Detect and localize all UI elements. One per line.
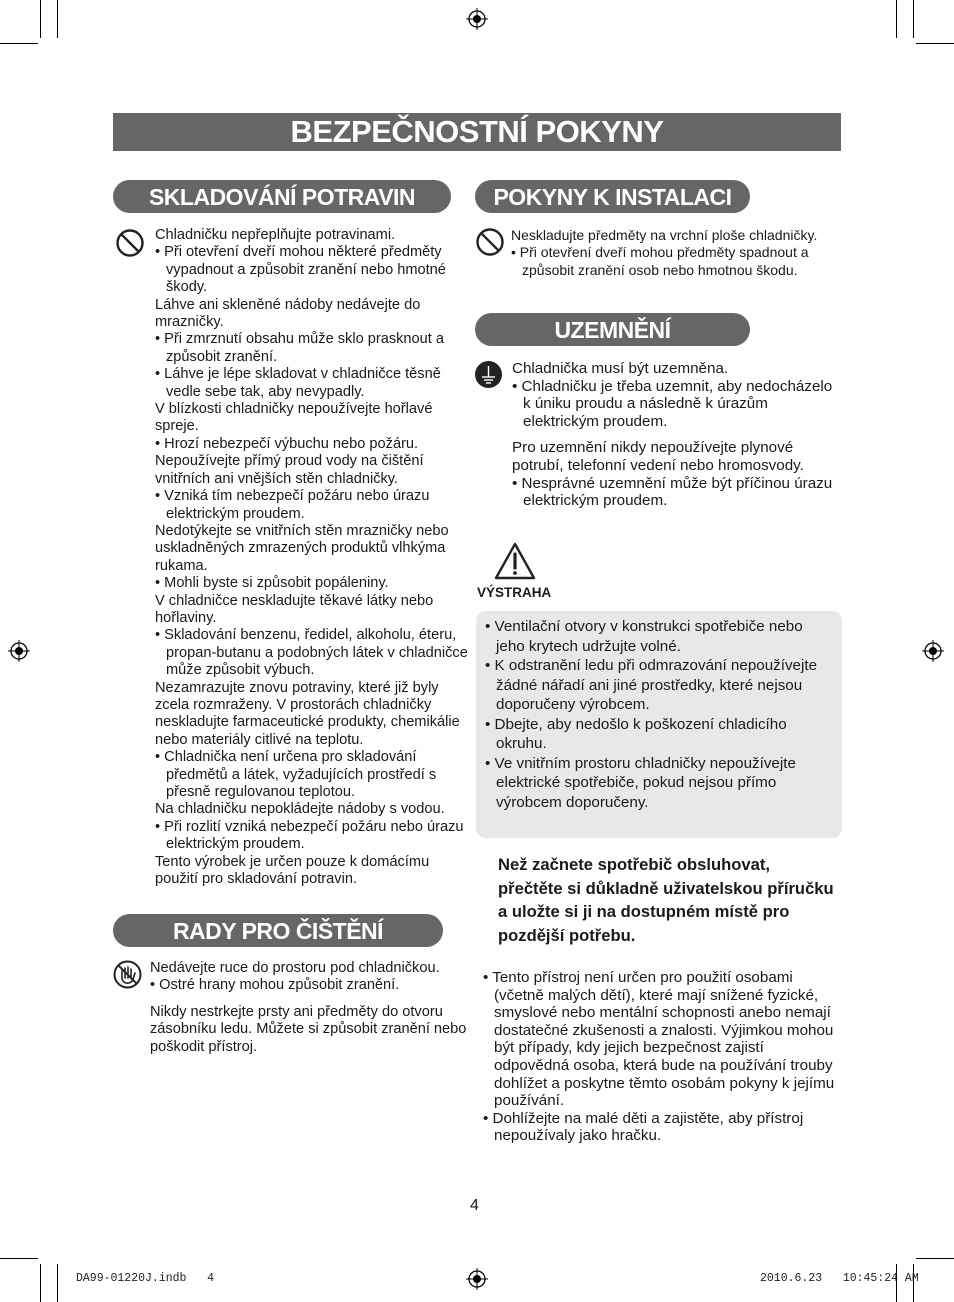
warning-label: VÝSTRAHA [477, 585, 552, 600]
instruction-line: Pro uzemnění nikdy nepoužívejte plynové potrubí, telefonní vedení nebo hromosvody. [512, 439, 804, 474]
registration-mark-icon [8, 640, 30, 662]
no-hand-icon [113, 960, 142, 989]
instruction-line: Nedávejte ruce do prostoru pod chladničkou. [150, 960, 440, 976]
instruction-line: V blízkosti chladničky nepoužívejte hořlavé spreje. [155, 401, 433, 435]
crop-mark [0, 43, 38, 44]
prohibition-icon [475, 227, 505, 257]
bullet-item: • Ventilační otvory v konstrukci spotřebiče nebo jeho krytech udržujte volné. [485, 618, 803, 655]
instruction-line: Nezamrazujte znovu potraviny, které již byly zcela rozmraženy. V prostorách chladničky neskladujte farmaceutické produkty, chemikálie nebo materiály citlivé na teplotu. [155, 679, 460, 748]
grounding-instructions [512, 360, 844, 510]
cleaning-instructions [150, 960, 470, 1056]
crop-mark [916, 1258, 954, 1259]
bullet-item: • Vzniká tím nebezpečí požáru nebo úrazu elektrickým proudem. [155, 488, 430, 522]
spacer [150, 995, 470, 1004]
instruction-line: V chladničce neskladujte těkavé látky nebo hořlaviny. [155, 592, 434, 626]
instruction-line: Chladnička musí být uzemněna. [512, 360, 729, 377]
bullet-item: • Hrozí nebezpečí výbuchu nebo požáru. [155, 435, 419, 452]
instruction-line: Nedotýkejte se vnitřních stěn mrazničky nebo uskladněných zmrazených produktů vlhkýma rukama. [155, 522, 449, 574]
bullet-item: • Při rozlití vzniká nebezpečí požáru nebo úrazu elektrickým proudem. [155, 818, 464, 853]
footer-timestamp: 2010.6.23 10:45:24 AM [760, 1272, 919, 1285]
read-manual-note: Než začnete spotřebič obsluhovat, přečtěte si důkladně uživatelskou příručku a uložte si ji na dostupném místě pro pozdější potřebu. [498, 855, 834, 945]
crop-mark [896, 0, 897, 38]
bullet-item: • K odstranění ledu při odmrazování nepoužívejte žádné nářadí ani jiné prostředky, které nejsou doporučeny výrobcem. [485, 657, 818, 713]
instruction-line: Nikdy nestrkejte prsty ani předměty do otvoru zásobníku ledu. Můžete si způsobit zranění nebo poškodit přístroj. [150, 1003, 467, 1055]
instruction-line: Láhve ani skleněné nádoby nedávejte do mrazničky. [155, 296, 421, 331]
bullet-item: • Skladování benzenu, ředidel, alkoholu, éteru, propan-butanu a podobných látek v chladničce může způsobit výbuch. [155, 627, 468, 679]
page-number: 4 [470, 1197, 479, 1214]
crop-mark [40, 1264, 41, 1302]
installation-instructions [511, 227, 847, 279]
footer-filename: DA99-01220J.indb 4 [76, 1272, 215, 1285]
storage-instructions [155, 227, 473, 888]
bullet-item: • Při otevření dveří mohou některé předměty vypadnout a způsobit zranění nebo hmotné škody. [155, 244, 446, 296]
prohibition-icon [115, 228, 145, 258]
page-title: BEZPEČNOSTNÍ POKYNY [113, 113, 841, 151]
section-heading-grounding: UZEMNĚNÍ [475, 313, 750, 346]
warning-list [485, 617, 835, 812]
bullet-item: • Tento přístroj není určen pro použití osobami (včetně malých dětí), které mají snížené fyzické, smyslové nebo mentální schopnosti anebo nemají dostatečné zkušenosti a znalosti. Výjimkou mohou být případy, kdy jejich bezpečnost zajistí odpovědná osoba, která bude na používání trouby dohlížet a poskytne těmto osobám pokyny k jejímu používání. [483, 969, 835, 1110]
bullet-item: • Při zmrznutí obsahu může sklo prasknout a způsobit zranění. [155, 331, 445, 365]
section-heading-storage: SKLADOVÁNÍ POTRAVIN [113, 180, 451, 213]
crop-mark [916, 43, 954, 44]
instruction-line: Nepoužívejte přímý proud vody na čištění vnitřních ani vnějších stěn chladničky. [155, 453, 424, 487]
crop-mark [913, 0, 914, 38]
bullet-item: • Mohli byste si způsobit popáleniny. [155, 575, 389, 592]
bullet-item: • Ve vnitřním prostoru chladničky nepoužívejte elektrické spotřebiče, pokud nejsou přímo výrobcem doporučeny. [485, 754, 796, 811]
section-heading-cleaning: RADY PRO ČIŠTĚNÍ [113, 914, 443, 947]
grounding-icon [474, 360, 503, 389]
instruction-line: Tento výrobek je určen pouze k domácímu použití pro skladování potravin. [155, 853, 430, 888]
bullet-item: • Nesprávné uzemnění může být příčinou úrazu elektrickým proudem. [512, 474, 833, 510]
extra-safety-notes [483, 969, 835, 1145]
crop-mark [40, 0, 41, 38]
registration-mark-icon [922, 640, 944, 662]
bullet-item: • Chladnička není určena pro skladování předmětů a látek, vyžadujících prostředí s přesně regulovanou teplotou. [155, 749, 437, 800]
bullet-item: • Při otevření dveří mohou předměty spadnout a způsobit zranění osob nebo hmotnou škodu. [511, 244, 809, 278]
crop-mark [57, 0, 58, 38]
instruction-line: Chladničku nepřeplňujte potravinami. [155, 227, 396, 243]
instruction-line: Na chladničku nepokládejte nádoby s vodou. [155, 801, 445, 818]
instruction-line: Neskladujte předměty na vrchní ploše chladničky. [511, 227, 818, 243]
bullet-item: • Dbejte, aby nedošlo k poškození chladicího okruhu. [485, 715, 787, 752]
crop-mark [57, 1264, 58, 1302]
crop-mark [0, 1258, 38, 1259]
spacer [512, 430, 844, 439]
bullet-item: • Láhve je lépe skladovat v chladničce těsně vedle sebe tak, aby nevypadly. [155, 366, 441, 400]
bullet-item: • Chladničku je třeba uzemnit, aby nedocházelo k úniku proudu a následně k úrazům elektrickým proudem. [512, 377, 833, 430]
registration-mark-icon [466, 8, 488, 30]
bullet-item: • Dohlížejte na malé děti a zajistěte, aby přístroj nepoužívaly jako hračku. [483, 1109, 804, 1145]
registration-mark-icon [466, 1268, 488, 1290]
warning-triangle-icon [494, 542, 536, 580]
section-heading-install: POKYNY K INSTALACI [475, 180, 750, 213]
bullet-item: • Ostré hrany mohou způsobit zranění. [150, 977, 400, 994]
